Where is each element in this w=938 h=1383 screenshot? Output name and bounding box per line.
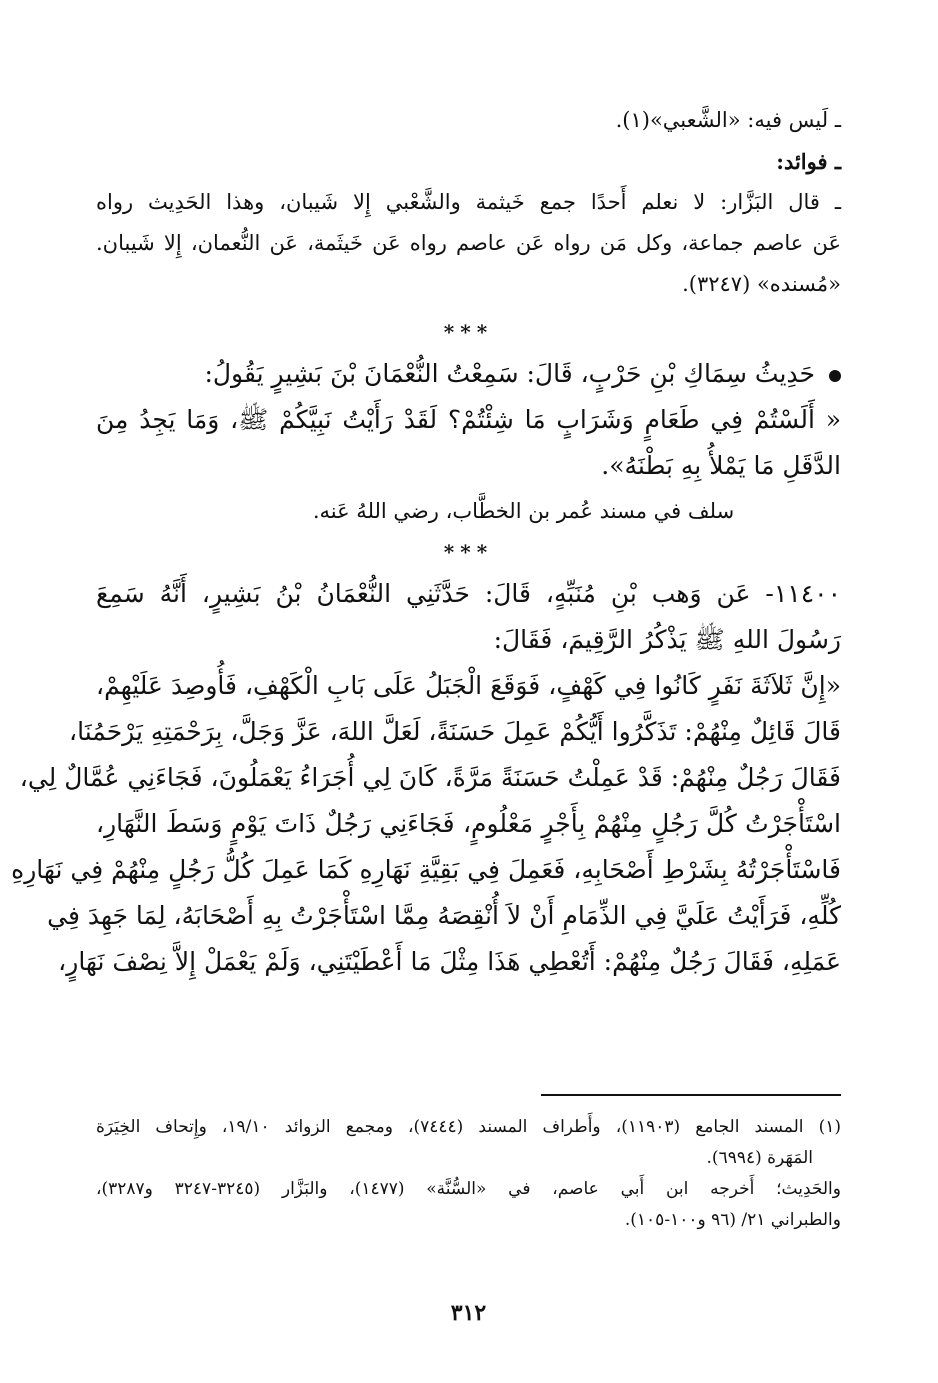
footnotes — [96, 1112, 841, 1236]
hadith-1400-line: قَالَ قَائِلٌ مِنْهُمْ: تَذَكَّرُوا أَيُّكُمْ عَمِلَ حَسَنَةً، لَعَلَّ اللهَ، عَزَّ وَجَلَّ، بِرَحْمَتِهِ يَرْحَمُنَا، — [69, 717, 841, 746]
text-line: ـ قال البَزَّار: لا نعلم أَحدًا جمع خَيثمة والشَّعْبي إِلا شَيبان، وهذا الحَدِيث رواه — [96, 190, 841, 214]
footnote-line: والطبراني ٢١/ (٩٦ و١٠٠-١٠٥). — [624, 1210, 841, 1230]
section-divider: *** — [443, 540, 494, 564]
bullet-icon — [829, 370, 841, 382]
text-line-no-shaabi: ـ لَيس فيه: «الشَّعبي»(١). — [615, 108, 841, 132]
page-number: ٣١٢ — [450, 1300, 487, 1326]
hadith-1400-line: فَاسْتَأْجَرْتُهُ بِشَرْطِ أَصْحَابِهِ، فَعَمِلَ فِي بَقِيَّةِ نَهَارِهِ كَمَا عَمِلَ كُلُّ رَجُلٍ مِنْهُمْ فِي نَهَارِهِ — [11, 855, 841, 884]
footnote-line: والحَدِيث؛ أَخرجه ابن أَبي عاصم، في «السُّنَّة» (١٤٧٧)، والبَزَّار (٣٢٤٥-٣٢٤٧ و٣٢٨٧)، — [96, 1179, 841, 1199]
hadith-1400-line: رَسُولَ اللهِ ﷺ يَذْكُرُ الرَّقِيمَ، فَقَالَ: — [493, 625, 841, 654]
hadith-1400-line: فَقَالَ رَجُلٌ مِنْهُمْ: قَدْ عَمِلْتُ حَسَنَةً مَرَّةً، كَانَ لِي أُجَرَاءُ يَعْمَلُونَ، فَجَاءَنِي عُمَّالٌ لِي، — [19, 763, 841, 792]
hadith-text-line: الدَّقَلِ مَا يَمْلأُ بِهِ بَطْنَهُ». — [601, 451, 841, 480]
hadith-1400-line: عَمَلِهِ، فَقَالَ رَجُلٌ مِنْهُمْ: أَتُعْطِي هَذَا مِثْلَ مَا أَعْطَيْتَنِي، وَلَمْ يَعْمَلْ إِلاَّ نِصْفَ نَهَارٍ، — [58, 947, 841, 976]
hadith-1400-line: اسْتَأْجَرْتُ كُلَّ رَجُلٍ مِنْهُمْ بِأَجْرٍ مَعْلُومٍ، فَجَاءَنِي رَجُلٌ ذَاتَ يَوْمٍ وَسَطَ النَّهَارِ، — [96, 809, 841, 838]
hadith-1400-line: ١١٤٠٠- عَن وَهب بْنِ مُنَبِّهٍ، قَالَ: حَدَّثَنِي النُّعْمَانُ بْنُ بَشِيرٍ، أَنَّهُ سَمِعَ — [96, 579, 841, 608]
section-divider: *** — [443, 320, 494, 344]
hadith-1400-line: «إِنَّ ثَلاَثَةَ نَفَرٍ كَانُوا فِي كَهْفٍ، فَوَقَعَ الْجَبَلُ عَلَى بَابِ الْكَهْفِ، فَأُوصِدَ عَلَيْهِمْ، — [96, 671, 841, 700]
hadith-intro-line — [96, 351, 841, 397]
hadith-intro-text: حَدِيثُ سِمَاكِ بْنِ حَرْبٍ، قَالَ: سَمِعْتُ النُّعْمَانَ بْنَ بَشِيرٍ يَقُولُ: — [204, 359, 815, 388]
book-page — [11, 100, 842, 1340]
text-line: «مُسنده» (٣٢٤٧). — [682, 272, 841, 296]
footnote-line: (١) المسند الجامع (١١٩٠٣)، وأَطراف المسند (٧٤٤٤)، ومجمع الزوائد ١٩/١٠، وإِتحاف الخِيَرَة — [96, 1117, 842, 1137]
footnote-line: المَهَرة (٦٩٩٤). — [706, 1148, 813, 1168]
hadith-1400-line: كُلِّهِ، فَرَأَيْتُ عَلَيَّ فِي الذِّمَامِ أَنْ لاَ أُنْقِصَهُ مِمَّا اسْتَأْجَرْتُ بِهِ أَصْحَابَهُ، لِمَا جَهِدَ فِي — [47, 901, 841, 930]
cross-reference-line: سلف في مسند عُمر بن الخطَّاب، رضي اللهُ عَنه. — [312, 499, 735, 523]
text-line: عَن عاصم جماعة، وكل مَن رواه عَن عاصم رواه عَن خَيثَمة، عَن النُّعمان، إِلا شَيبان. — [96, 231, 841, 255]
hadith-text-line: « أَلَسْتُمْ فِي طَعَامٍ وَشَرَابٍ مَا شِئْتُمْ؟ لَقَدْ رَأَيْتُ نَبِيَّكُمْ ﷺ، وَمَا يَجِدُ مِنَ — [96, 405, 841, 434]
benefits-heading: ـ فوائد: — [776, 149, 841, 174]
footnote-divider — [541, 1094, 841, 1096]
